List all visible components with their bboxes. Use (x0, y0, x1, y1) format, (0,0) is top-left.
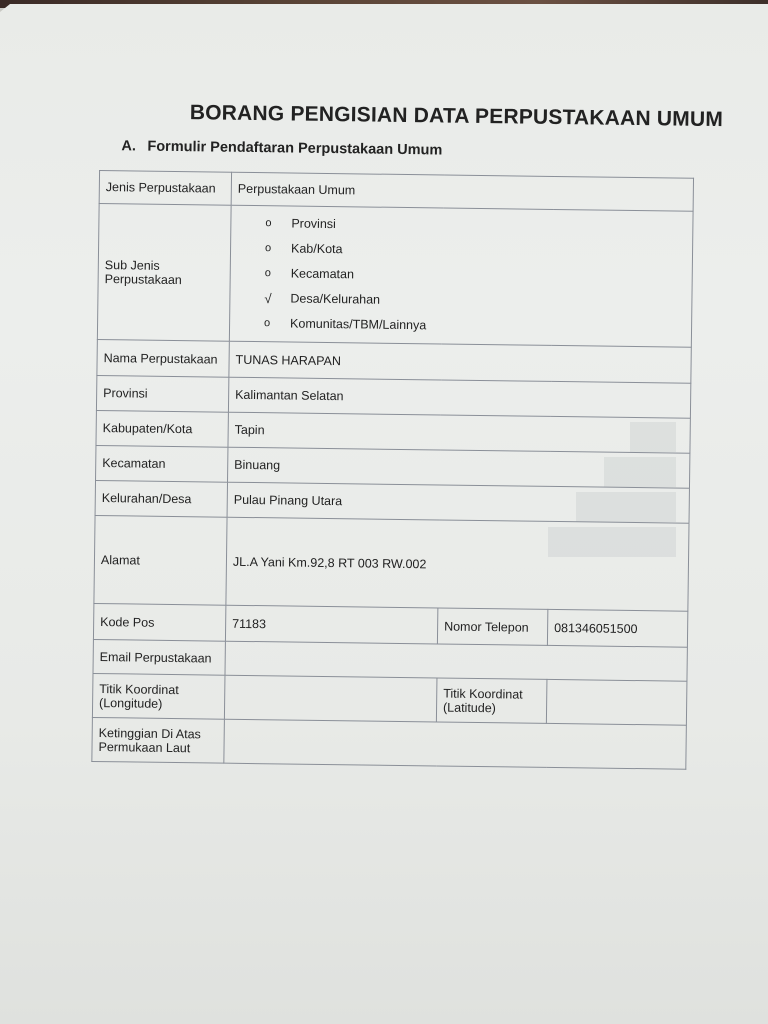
label-email: Email Perpustakaan (93, 639, 225, 675)
label-provinsi: Provinsi (96, 375, 228, 412)
circle-bullet-icon: o (264, 242, 272, 255)
section-heading (121, 138, 699, 162)
table-row (92, 673, 687, 725)
label-kecamatan: Kecamatan (96, 445, 228, 482)
label-jenis: Jenis Perpustakaan (99, 171, 231, 206)
section-letter: A. (121, 138, 136, 155)
sub-jenis-options (236, 209, 687, 344)
label-alamat: Alamat (94, 515, 227, 605)
sub-jenis-option (264, 311, 685, 342)
value-ketinggian (224, 719, 687, 769)
sub-jenis-option-label: Provinsi (291, 216, 336, 232)
label-sub-jenis: Sub Jenis Perpustakaan (97, 203, 231, 341)
label-kode-pos: Kode Pos (93, 603, 225, 641)
value-nomor-telepon: 081346051500 (547, 609, 687, 647)
label-ketinggian: Ketinggian Di Atas Permukaan Laut (92, 717, 225, 763)
value-latitude (546, 679, 687, 725)
value-jenis: Perpustakaan Umum (231, 172, 693, 211)
value-alamat: JL.A Yani Km.92,8 RT 003 RW.002 (226, 517, 689, 611)
sub-jenis-option-label: Kecamatan (290, 266, 355, 282)
value-provinsi: Kalimantan Selatan (228, 377, 690, 418)
value-nama: TUNAS HARAPAN (229, 341, 691, 383)
section-title: Formulir Pendaftaran Perpustakaan Umum (147, 138, 443, 159)
circle-bullet-icon: o (265, 217, 272, 230)
table-row (94, 515, 689, 611)
value-longitude (224, 675, 437, 722)
value-kode-pos: 71183 (225, 605, 437, 644)
table-row (92, 717, 687, 769)
value-kabupaten: Tapin (228, 412, 690, 453)
label-latitude: Titik Koordinat (Latitude) (436, 678, 547, 723)
sub-jenis-option-label: Komunitas/TBM/Lainnya (289, 316, 427, 333)
label-kelurahan: Kelurahan/Desa (95, 480, 227, 517)
value-sub-jenis (229, 205, 693, 347)
form-sheet (91, 100, 724, 770)
value-kelurahan: Pulau Pinang Utara (227, 482, 689, 523)
sub-jenis-option-label: Kab/Kota (290, 241, 343, 257)
value-kecamatan: Binuang (228, 447, 690, 488)
label-longitude: Titik Koordinat (Longitude) (92, 673, 225, 719)
table-row (97, 203, 693, 347)
circle-bullet-icon: o (264, 267, 271, 280)
checkmark-icon: √ (264, 291, 272, 307)
label-kabupaten: Kabupaten/Kota (96, 410, 228, 447)
circle-bullet-icon: o (264, 317, 271, 330)
label-nama: Nama Perpustakaan (97, 339, 229, 377)
registration-table (91, 170, 694, 770)
label-nomor-telepon: Nomor Telepon (437, 608, 547, 645)
form-title: BORANG PENGISIAN DATA PERPUSTAKAAN UMUM (189, 101, 724, 132)
sub-jenis-option-label: Desa/Kelurahan (290, 291, 381, 307)
